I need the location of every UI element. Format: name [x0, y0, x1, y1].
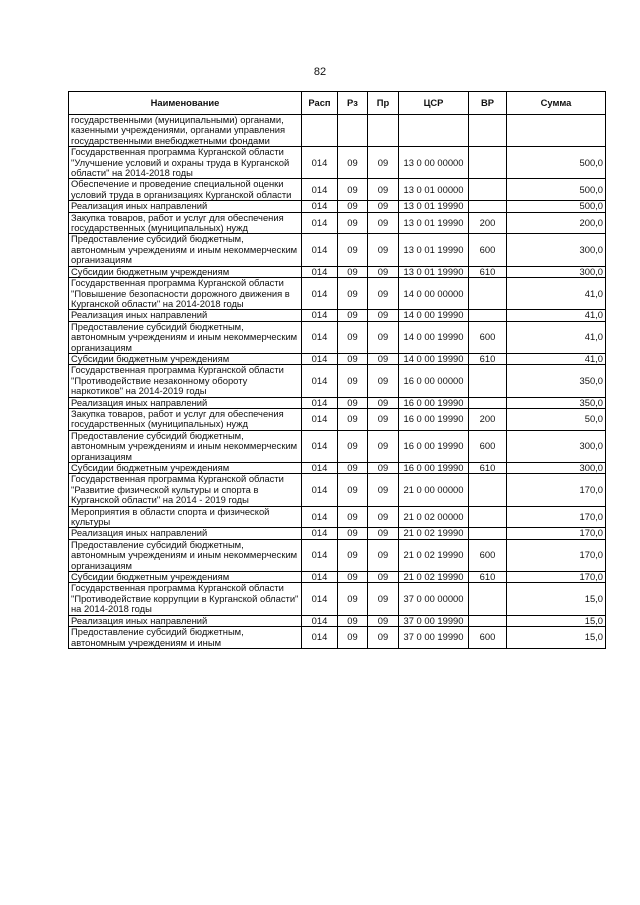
cell-name: Субсидии бюджетным учреждениям: [69, 353, 302, 364]
cell-csr: 16 0 00 19990: [399, 463, 469, 474]
cell-vr: [469, 365, 507, 397]
cell-vr: 600: [469, 627, 507, 649]
cell-rasp: 014: [302, 278, 338, 310]
cell-csr: 13 0 00 00000: [399, 147, 469, 179]
cell-csr: 21 0 02 19990: [399, 572, 469, 583]
cell-rz: 09: [338, 583, 368, 615]
cell-pr: 09: [368, 310, 399, 321]
header-rasp: Расп: [302, 92, 338, 115]
cell-sum: 41,0: [507, 353, 606, 364]
cell-name: Предоставление субсидий бюджетным, автономным учреждениям и иным некоммерческим организациям: [69, 539, 302, 571]
header-name: Наименование: [69, 92, 302, 115]
cell-csr: 13 0 01 19990: [399, 234, 469, 266]
header-pr: Пр: [368, 92, 399, 115]
page-number: 82: [313, 66, 327, 78]
table-row: [69, 572, 606, 583]
cell-csr: 21 0 00 00000: [399, 474, 469, 506]
cell-vr: [469, 474, 507, 506]
cell-rz: 09: [338, 278, 368, 310]
cell-csr: 16 0 00 19990: [399, 408, 469, 430]
table-row: [69, 365, 606, 397]
table-row: [69, 506, 606, 528]
cell-name: Субсидии бюджетным учреждениям: [69, 572, 302, 583]
cell-vr: 610: [469, 463, 507, 474]
cell-pr: 09: [368, 321, 399, 353]
cell-csr: 37 0 00 00000: [399, 583, 469, 615]
cell-vr: [469, 397, 507, 408]
cell-rz: 09: [338, 408, 368, 430]
cell-pr: 09: [368, 234, 399, 266]
cell-sum: 300,0: [507, 234, 606, 266]
cell-pr: 09: [368, 474, 399, 506]
cell-sum: 300,0: [507, 430, 606, 462]
cell-rz: 09: [338, 234, 368, 266]
cell-name: Реализация иных направлений: [69, 310, 302, 321]
table-row: [69, 115, 606, 147]
cell-rz: 09: [338, 147, 368, 179]
cell-name: Обеспечение и проведение специальной оценки условий труда в организациях Курганской области: [69, 179, 302, 201]
cell-sum: 41,0: [507, 321, 606, 353]
cell-vr: 200: [469, 408, 507, 430]
table-row: [69, 408, 606, 430]
cell-sum: 15,0: [507, 615, 606, 626]
cell-csr: 13 0 01 00000: [399, 179, 469, 201]
cell-rasp: 014: [302, 397, 338, 408]
cell-pr: 09: [368, 179, 399, 201]
table-row: [69, 539, 606, 571]
cell-rasp: 014: [302, 365, 338, 397]
cell-csr: [399, 115, 469, 147]
table-body: [69, 115, 606, 649]
cell-rasp: 014: [302, 310, 338, 321]
cell-sum: 350,0: [507, 397, 606, 408]
table-row: [69, 321, 606, 353]
cell-rasp: 014: [302, 234, 338, 266]
cell-csr: 13 0 01 19990: [399, 201, 469, 212]
cell-rasp: 014: [302, 408, 338, 430]
cell-sum: 170,0: [507, 539, 606, 571]
cell-vr: [469, 179, 507, 201]
cell-rz: 09: [338, 463, 368, 474]
cell-name: Государственная программа Курганской области "Противодействие коррупции в Курганской области" на 2014-2018 годы: [69, 583, 302, 615]
cell-pr: 09: [368, 397, 399, 408]
cell-name: Реализация иных направлений: [69, 615, 302, 626]
cell-csr: 37 0 00 19990: [399, 615, 469, 626]
cell-vr: 200: [469, 212, 507, 234]
table-row: [69, 430, 606, 462]
cell-pr: 09: [368, 583, 399, 615]
cell-sum: 170,0: [507, 572, 606, 583]
cell-sum: 41,0: [507, 278, 606, 310]
cell-vr: [469, 583, 507, 615]
table-row: [69, 278, 606, 310]
cell-name: Субсидии бюджетным учреждениям: [69, 463, 302, 474]
cell-name: Государственная программа Курганской области "Повышение безопасности дорожного движения в Курганской области" на 2014-2018 годы: [69, 278, 302, 310]
table-row: [69, 463, 606, 474]
cell-name: Закупка товаров, работ и услуг для обеспечения государственных (муниципальных) нужд: [69, 408, 302, 430]
cell-csr: 21 0 02 19990: [399, 539, 469, 571]
cell-rasp: 014: [302, 572, 338, 583]
cell-csr: 37 0 00 19990: [399, 627, 469, 649]
table-row: [69, 528, 606, 539]
cell-csr: 16 0 00 19990: [399, 397, 469, 408]
table-row: [69, 583, 606, 615]
cell-pr: 09: [368, 528, 399, 539]
cell-vr: [469, 310, 507, 321]
cell-sum: 15,0: [507, 627, 606, 649]
cell-csr: 21 0 02 19990: [399, 528, 469, 539]
cell-name: Реализация иных направлений: [69, 201, 302, 212]
cell-sum: 350,0: [507, 365, 606, 397]
cell-rz: 09: [338, 365, 368, 397]
cell-rz: 09: [338, 201, 368, 212]
cell-vr: [469, 201, 507, 212]
cell-rz: 09: [338, 539, 368, 571]
cell-name: Государственная программа Курганской области "Противодействие незаконному обороту наркотиков" на 2014-2019 годы: [69, 365, 302, 397]
cell-rasp: 014: [302, 627, 338, 649]
budget-table: [68, 91, 606, 649]
table-row: [69, 179, 606, 201]
cell-pr: 09: [368, 266, 399, 277]
cell-rz: 09: [338, 506, 368, 528]
cell-name: Закупка товаров, работ и услуг для обеспечения государственных (муниципальных) нужд: [69, 212, 302, 234]
cell-sum: 300,0: [507, 463, 606, 474]
cell-vr: [469, 506, 507, 528]
table-row: [69, 627, 606, 649]
cell-vr: [469, 278, 507, 310]
header-csr: ЦСР: [399, 92, 469, 115]
cell-rz: 09: [338, 615, 368, 626]
cell-rasp: 014: [302, 201, 338, 212]
cell-csr: 14 0 00 00000: [399, 278, 469, 310]
cell-vr: 610: [469, 353, 507, 364]
cell-pr: 09: [368, 147, 399, 179]
cell-pr: 09: [368, 463, 399, 474]
cell-vr: [469, 115, 507, 147]
cell-sum: 500,0: [507, 179, 606, 201]
cell-name: Предоставление субсидий бюджетным, автономным учреждениям и иным некоммерческим организациям: [69, 321, 302, 353]
cell-sum: 50,0: [507, 408, 606, 430]
cell-csr: 21 0 02 00000: [399, 506, 469, 528]
cell-sum: 15,0: [507, 583, 606, 615]
cell-rasp: 014: [302, 615, 338, 626]
cell-csr: 13 0 01 19990: [399, 266, 469, 277]
cell-vr: 610: [469, 266, 507, 277]
cell-rasp: 014: [302, 506, 338, 528]
table-row: [69, 234, 606, 266]
table-row: [69, 266, 606, 277]
cell-pr: 09: [368, 430, 399, 462]
cell-rz: 09: [338, 572, 368, 583]
cell-vr: 600: [469, 430, 507, 462]
cell-rz: 09: [338, 321, 368, 353]
cell-name: Предоставление субсидий бюджетным, автономным учреждениям и иным: [69, 627, 302, 649]
cell-name: Мероприятия в области спорта и физической культуры: [69, 506, 302, 528]
cell-vr: [469, 615, 507, 626]
cell-sum: 500,0: [507, 147, 606, 179]
cell-name: Государственная программа Курганской области "Улучшение условий и охраны труда в Курганской области" на 2014-2018 годы: [69, 147, 302, 179]
cell-csr: 14 0 00 19990: [399, 310, 469, 321]
cell-vr: 600: [469, 234, 507, 266]
table-row: [69, 212, 606, 234]
cell-rz: 09: [338, 397, 368, 408]
cell-rasp: 014: [302, 321, 338, 353]
cell-rasp: 014: [302, 539, 338, 571]
cell-pr: 09: [368, 353, 399, 364]
cell-rasp: 014: [302, 528, 338, 539]
cell-csr: 16 0 00 00000: [399, 365, 469, 397]
cell-rasp: 014: [302, 463, 338, 474]
cell-sum: 300,0: [507, 266, 606, 277]
cell-name: Предоставление субсидий бюджетным, автономным учреждениям и иным некоммерческим организациям: [69, 430, 302, 462]
table-row: [69, 353, 606, 364]
cell-pr: 09: [368, 408, 399, 430]
header-rz: Рз: [338, 92, 368, 115]
cell-sum: 170,0: [507, 474, 606, 506]
cell-rz: [338, 115, 368, 147]
cell-sum: 41,0: [507, 310, 606, 321]
cell-vr: [469, 147, 507, 179]
cell-vr: 600: [469, 321, 507, 353]
cell-rz: 09: [338, 353, 368, 364]
cell-csr: 14 0 00 19990: [399, 321, 469, 353]
cell-rasp: 014: [302, 212, 338, 234]
cell-rasp: 014: [302, 353, 338, 364]
cell-rz: 09: [338, 528, 368, 539]
header-vr: ВР: [469, 92, 507, 115]
cell-rz: 09: [338, 627, 368, 649]
cell-rz: 09: [338, 179, 368, 201]
cell-pr: 09: [368, 212, 399, 234]
cell-rasp: 014: [302, 430, 338, 462]
cell-pr: [368, 115, 399, 147]
header-sum: Сумма: [507, 92, 606, 115]
cell-rasp: 014: [302, 147, 338, 179]
table-row: [69, 615, 606, 626]
table-row: [69, 397, 606, 408]
cell-vr: 610: [469, 572, 507, 583]
cell-rz: 09: [338, 474, 368, 506]
cell-pr: 09: [368, 365, 399, 397]
cell-sum: [507, 115, 606, 147]
cell-name: Реализация иных направлений: [69, 397, 302, 408]
cell-pr: 09: [368, 539, 399, 571]
cell-csr: 14 0 00 19990: [399, 353, 469, 364]
cell-sum: 170,0: [507, 506, 606, 528]
table-row: [69, 201, 606, 212]
cell-name: Субсидии бюджетным учреждениям: [69, 266, 302, 277]
cell-rasp: 014: [302, 266, 338, 277]
cell-rasp: 014: [302, 179, 338, 201]
cell-rz: 09: [338, 212, 368, 234]
cell-vr: [469, 528, 507, 539]
cell-rasp: [302, 115, 338, 147]
cell-name: Предоставление субсидий бюджетным, автономным учреждениям и иным некоммерческим организациям: [69, 234, 302, 266]
cell-pr: 09: [368, 627, 399, 649]
cell-pr: 09: [368, 278, 399, 310]
cell-rz: 09: [338, 310, 368, 321]
cell-pr: 09: [368, 506, 399, 528]
cell-csr: 13 0 01 19990: [399, 212, 469, 234]
cell-rasp: 014: [302, 474, 338, 506]
cell-name: Реализация иных направлений: [69, 528, 302, 539]
cell-sum: 170,0: [507, 528, 606, 539]
cell-pr: 09: [368, 615, 399, 626]
cell-vr: 600: [469, 539, 507, 571]
cell-name: государственными (муниципальными) органами, казенными учреждениями, органами управления государственными внебюджетными фондами: [69, 115, 302, 147]
cell-csr: 16 0 00 19990: [399, 430, 469, 462]
cell-rz: 09: [338, 430, 368, 462]
table-row: [69, 310, 606, 321]
table-row: [69, 147, 606, 179]
cell-pr: 09: [368, 572, 399, 583]
table-row: [69, 474, 606, 506]
cell-name: Государственная программа Курганской области "Развитие физической культуры и спорта в Курганской области" на 2014 - 2019 годы: [69, 474, 302, 506]
cell-pr: 09: [368, 201, 399, 212]
cell-sum: 500,0: [507, 201, 606, 212]
table-header-row: [69, 92, 606, 115]
cell-rasp: 014: [302, 583, 338, 615]
cell-sum: 200,0: [507, 212, 606, 234]
cell-rz: 09: [338, 266, 368, 277]
